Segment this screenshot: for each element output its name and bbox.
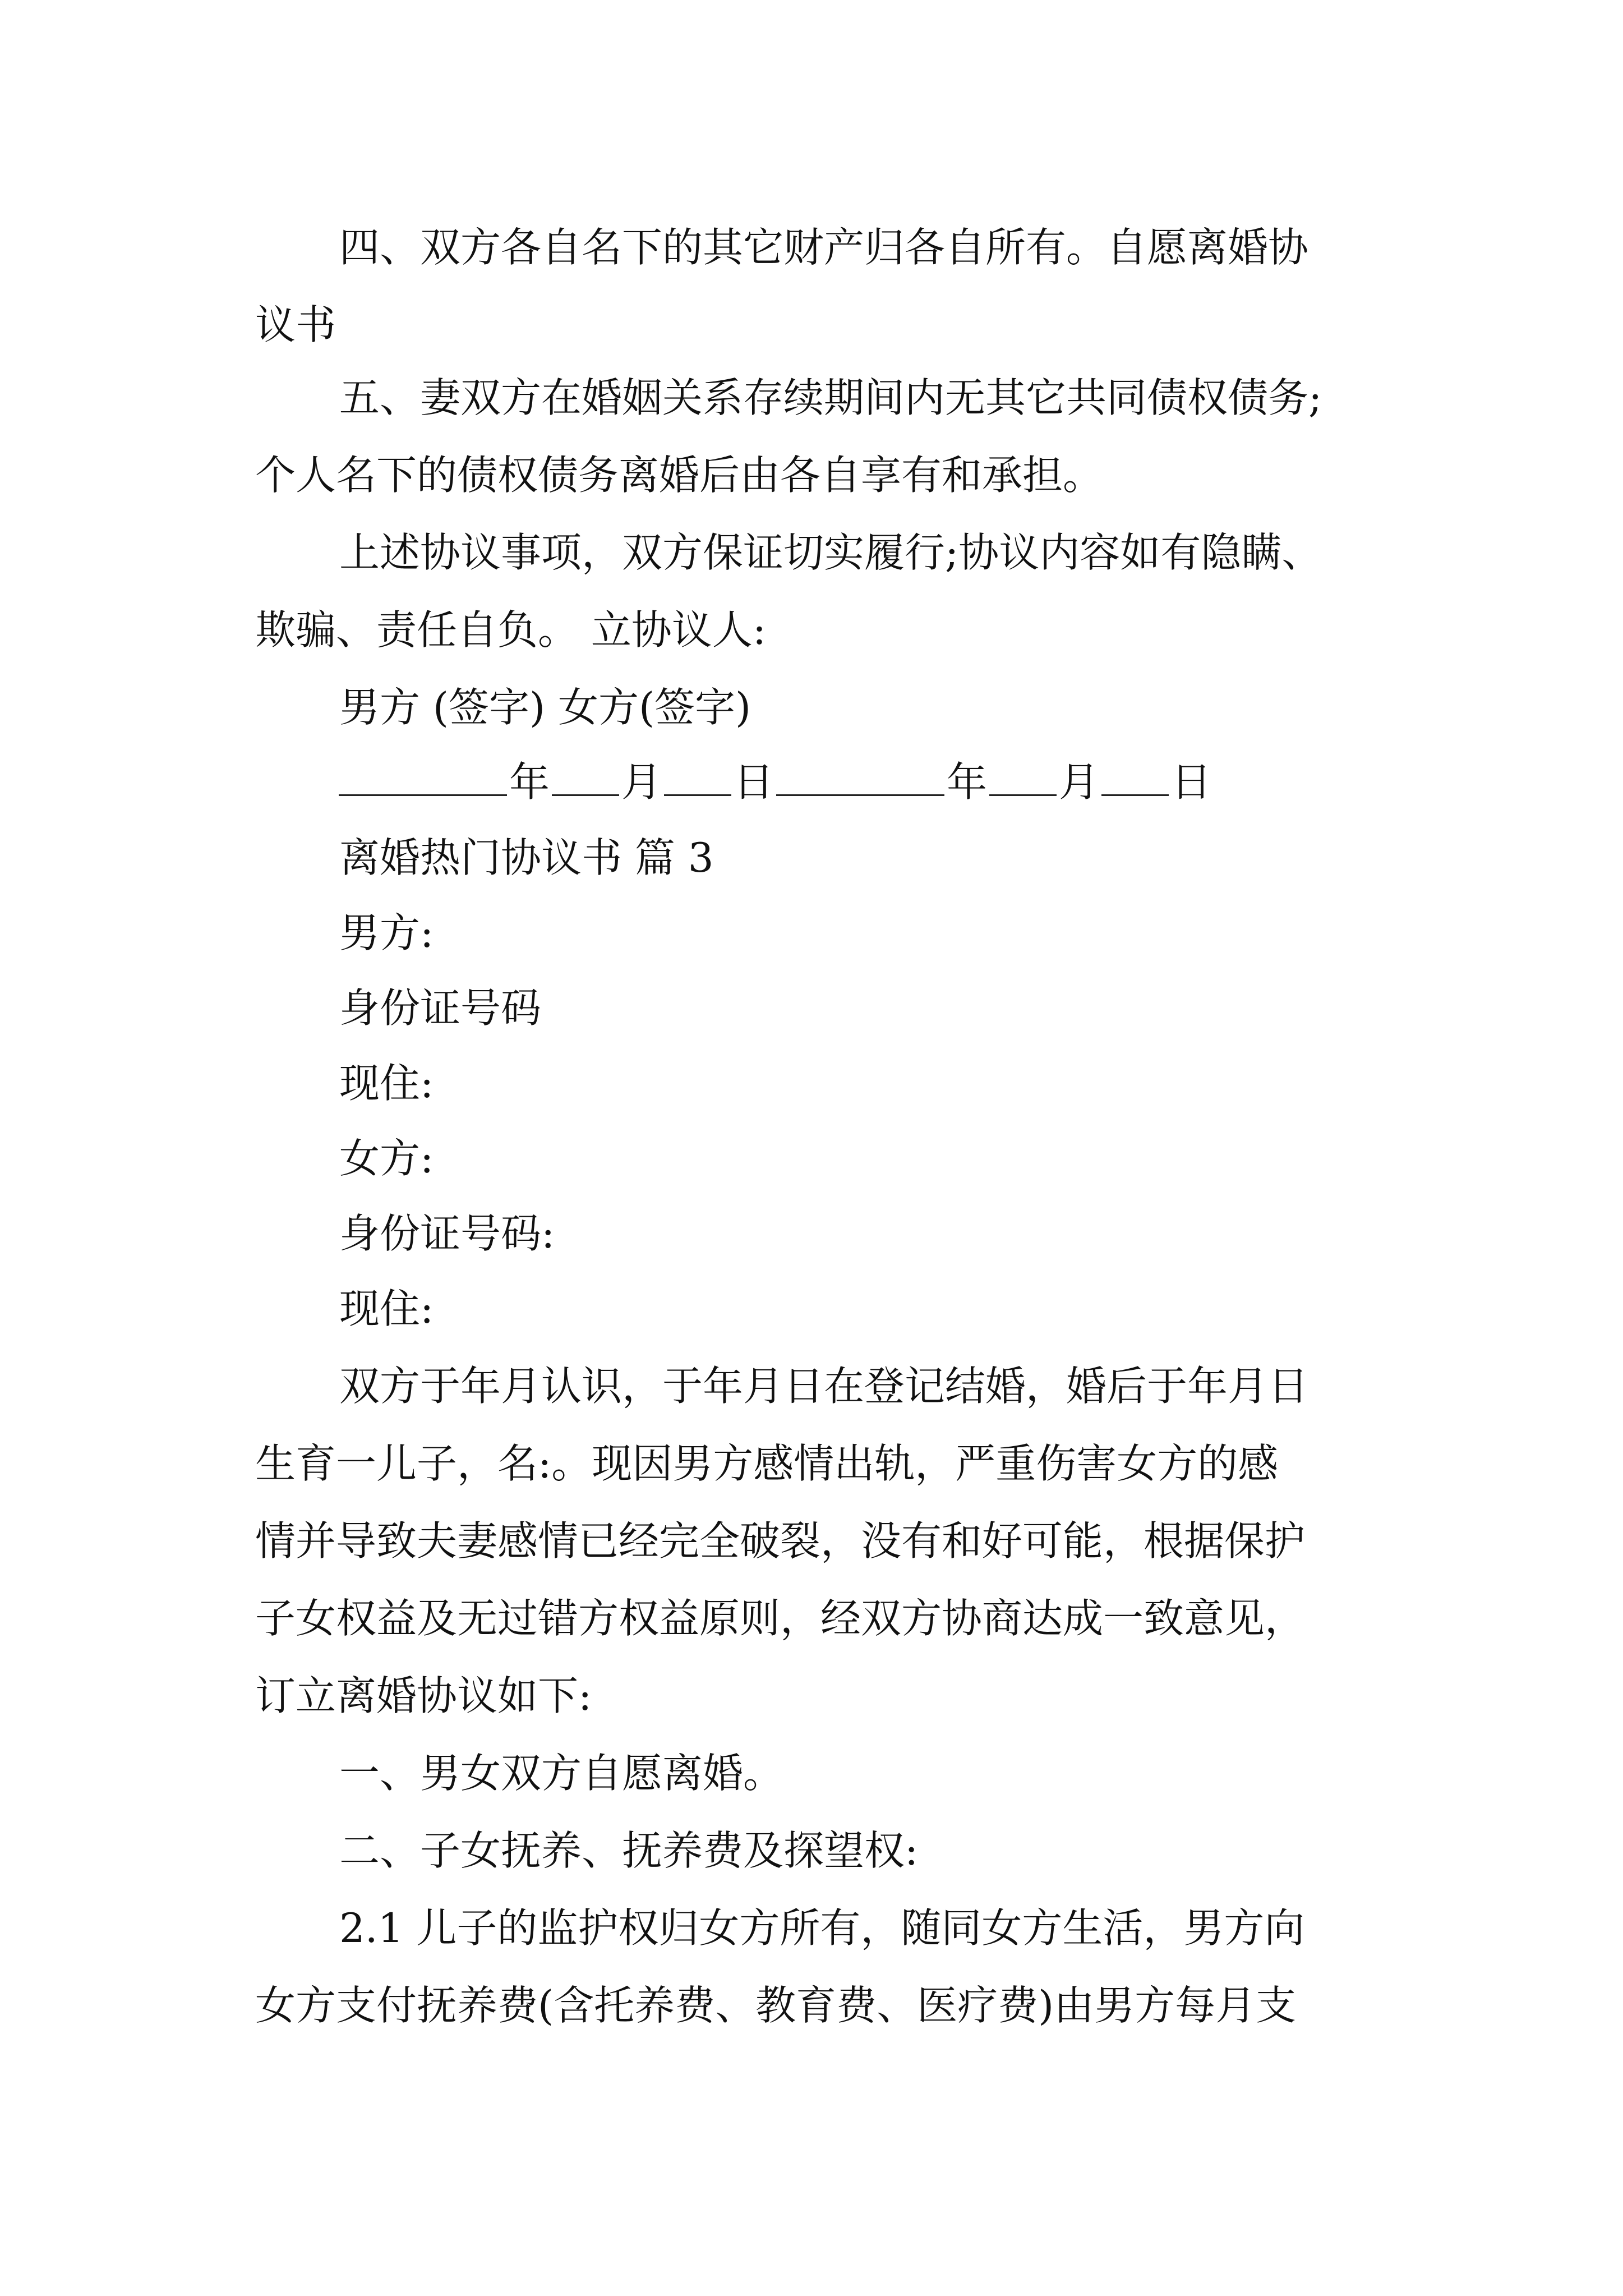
paragraph-line: 四、双方各自名下的其它财产归各自所有。自愿离婚协 <box>339 224 1309 271</box>
paragraph-line: 生育一儿子，名:。现因男方感情出轨，严重伤害女方的感 <box>255 1440 1279 1487</box>
field-label: 现住: <box>339 1060 434 1107</box>
paragraph-line: 五、妻双方在婚姻关系存续期间内无其它共同债权债务; <box>339 374 1322 421</box>
field-label: 身份证号码: <box>339 1210 555 1257</box>
field-label: 现住: <box>339 1285 434 1332</box>
year-label: 年 <box>509 758 550 806</box>
day-label: 日 <box>1171 758 1212 806</box>
paragraph-line: 上述协议事项，双方保证切实履行;协议内容如有隐瞒、 <box>339 529 1322 576</box>
date-blank <box>339 746 507 796</box>
paragraph-line: 女方支付抚养费(含托养费、教育费、医疗费)由男方每月支 <box>255 1982 1297 2029</box>
day-label: 日 <box>734 758 774 806</box>
field-label: 男方: <box>339 909 434 956</box>
field-label: 女方: <box>339 1135 434 1182</box>
month-label: 月 <box>621 758 662 806</box>
paragraph-line: 欺骗、责任自负。 立协议人: <box>255 606 767 654</box>
date-blank <box>989 746 1057 796</box>
date-blank <box>1101 746 1169 796</box>
paragraph-line: 议书 <box>255 301 336 348</box>
paragraph-line: 订立离婚协议如下: <box>255 1672 592 1719</box>
paragraph-line: 个人名下的债权债务离婚后由各自享有和承担。 <box>255 452 1104 499</box>
paragraph-line: 一、男女双方自愿离婚。 <box>339 1750 784 1797</box>
year-label: 年 <box>947 758 988 806</box>
paragraph-line: 情并导致夫妻感情已经完全破裂，没有和好可能，根据保护 <box>255 1517 1306 1565</box>
date-blank <box>776 746 944 796</box>
date-blank <box>664 746 731 796</box>
paragraph-line: 双方于年月认识，于年月日在登记结婚，婚后于年月日 <box>339 1363 1309 1410</box>
paragraph-line: 2.1 儿子的监护权归女方所有，随同女方生活，男方向 <box>339 1904 1305 1952</box>
paragraph-line: 子女权益及无过错方权益原则，经双方协商达成一致意见， <box>255 1595 1306 1642</box>
field-label: 身份证号码 <box>339 984 542 1032</box>
paragraph-line: 二、子女抚养、抚养费及探望权: <box>339 1827 919 1874</box>
date-blank <box>552 746 619 796</box>
month-label: 月 <box>1059 758 1100 806</box>
date-signature-row <box>336 743 1211 821</box>
signature-labels: 男方 (签字) 女方(签字) <box>339 684 751 731</box>
section-heading: 离婚热门协议书 篇 3 <box>339 834 714 881</box>
